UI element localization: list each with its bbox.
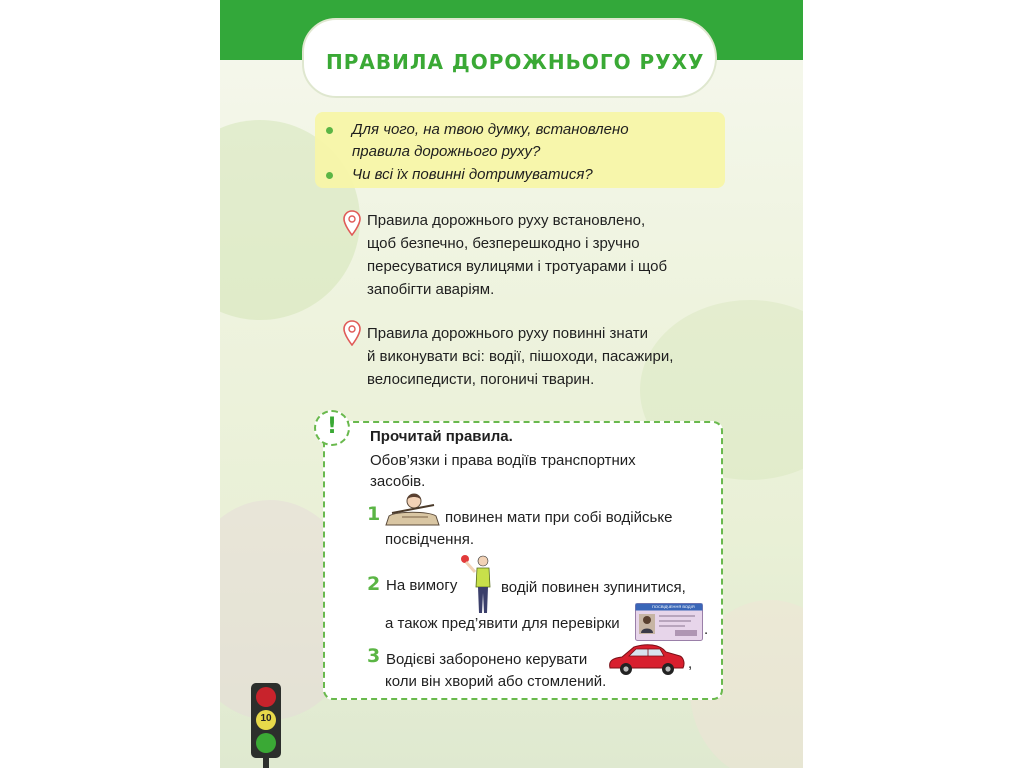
exclamation-icon: ! — [314, 410, 350, 446]
question-1-line-1: Для чого, на твою думку, встановлено — [352, 121, 629, 138]
paragraph-2-line-3: велосипедисти, погоничі тварин. — [367, 371, 595, 388]
license-caption: ПОСВІДЧЕННЯ ВОДІЯ — [652, 604, 695, 609]
textbook-page — [220, 0, 803, 768]
rule-1-text-a: повинен мати при собі водійське — [445, 509, 673, 526]
rule-3-text-a: Водієві заборонено керувати — [386, 651, 588, 668]
question-1-line-2: правила дорожнього руху? — [352, 143, 541, 160]
paragraph-1-line-1: Правила дорожнього руху встановлено, — [367, 212, 646, 229]
question-2: Чи всі їх повинні дотримуватися? — [352, 166, 593, 183]
page-number: 10 — [260, 713, 272, 724]
rules-intro-line-1: Обов’язки і права водіїв транспортних — [370, 452, 636, 469]
driver-illustration — [384, 489, 441, 527]
rule-2-text-b: водій повинен зупинитися, — [501, 579, 686, 596]
paragraph-2-line-1: Правила дорожнього руху повинні знати — [367, 325, 648, 342]
paragraph-1-line-4: запобігти аваріям. — [367, 281, 495, 298]
traffic-light-icon — [251, 683, 281, 758]
rules-intro-line-2: засобів. — [370, 473, 426, 490]
paragraph-1-line-3: пересуватися вулицями і тротуарами і щоб — [367, 258, 668, 275]
rule-3-number: 3 — [367, 645, 381, 667]
rule-2-text-c: а також пред’явити для перевірки — [385, 615, 620, 632]
paragraph-1-line-2: щоб безпечно, безперешкодно і зручно — [367, 235, 640, 252]
yellow-lamp — [256, 710, 276, 730]
green-lamp — [256, 733, 276, 753]
rule-3-text-b: , — [688, 655, 693, 672]
rule-2-text-d: . — [704, 621, 709, 638]
bullet-icon — [326, 172, 333, 179]
red-lamp — [256, 687, 276, 707]
paragraph-2-line-2: й виконувати всі: водії, пішоходи, пасажири, — [367, 348, 674, 365]
rules-heading: Прочитай правила. — [370, 428, 513, 445]
rule-2-number: 2 — [367, 573, 381, 595]
rule-1-text-b: посвідчення. — [385, 531, 475, 548]
bullet-icon — [326, 127, 333, 134]
page-title: ПРАВИЛА ДОРОЖНЬОГО РУХУ — [326, 50, 705, 74]
location-pin-icon — [343, 210, 361, 236]
location-pin-icon — [343, 320, 361, 346]
rule-3-text-c: коли він хворий або стомлений. — [385, 673, 607, 690]
red-car-illustration — [606, 640, 686, 678]
rule-2-text-a: На вимогу — [386, 577, 458, 594]
rule-1-number: 1 — [367, 503, 381, 525]
traffic-officer-illustration — [459, 553, 499, 615]
